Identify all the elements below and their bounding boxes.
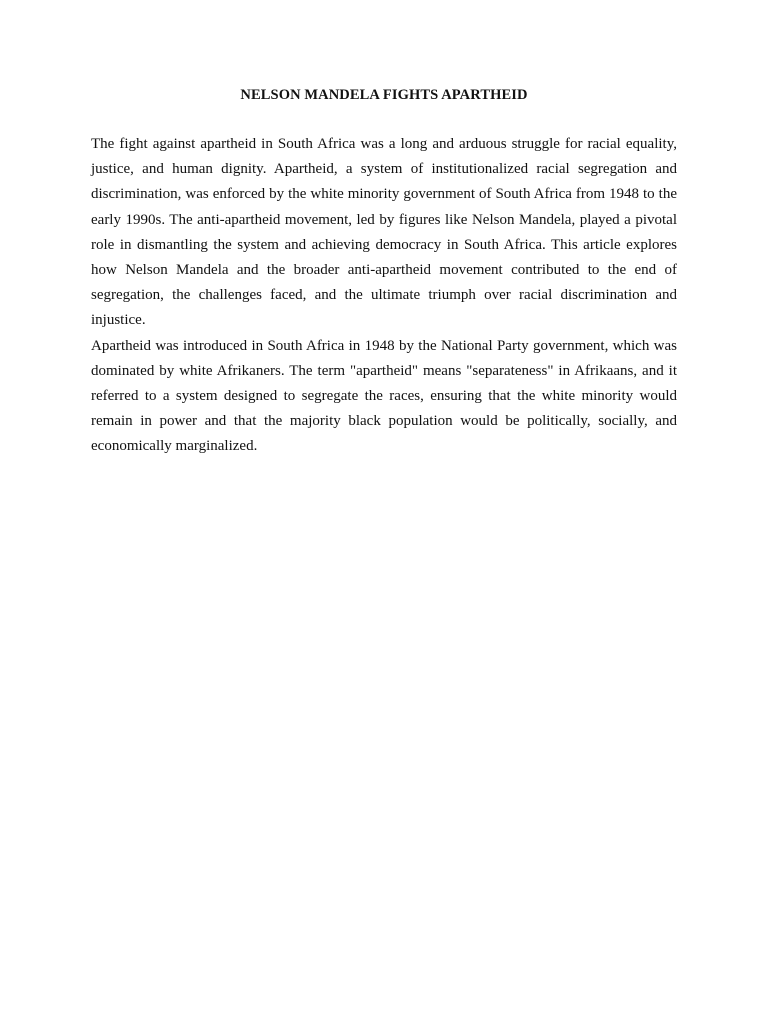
document-body (91, 132, 677, 460)
paragraph-2: Apartheid was introduced in South Africa in 1948 by the National Party government, which was dominated by white Afrikaners. The term "apartheid" means "separateness" in Afrikaans, and it referred to a system designed to segregate the races, ensuring that the white minority would remain in power and that the majority black population would be politically, socially, and economically marginalized. (91, 337, 677, 455)
paragraph-1: The fight against apartheid in South Africa was a long and arduous struggle for racial equality, justice, and human dignity. Apartheid, a system of institutionalized racial segregation and discrimination, was enforced by the white minority government of South Africa from 1948 to the early 1990s. The anti-apartheid movement, led by figures like Nelson Mandela, played a pivotal role in dismantling the system and achieving democracy in South Africa. This article explores how Nelson Mandela and the broader anti-apartheid movement contributed to the end of segregation, the challenges faced, and the ultimate triumph over racial discrimination and injustice. (91, 136, 677, 329)
document-title: NELSON MANDELA FIGHTS APARTHEID (240, 87, 528, 103)
